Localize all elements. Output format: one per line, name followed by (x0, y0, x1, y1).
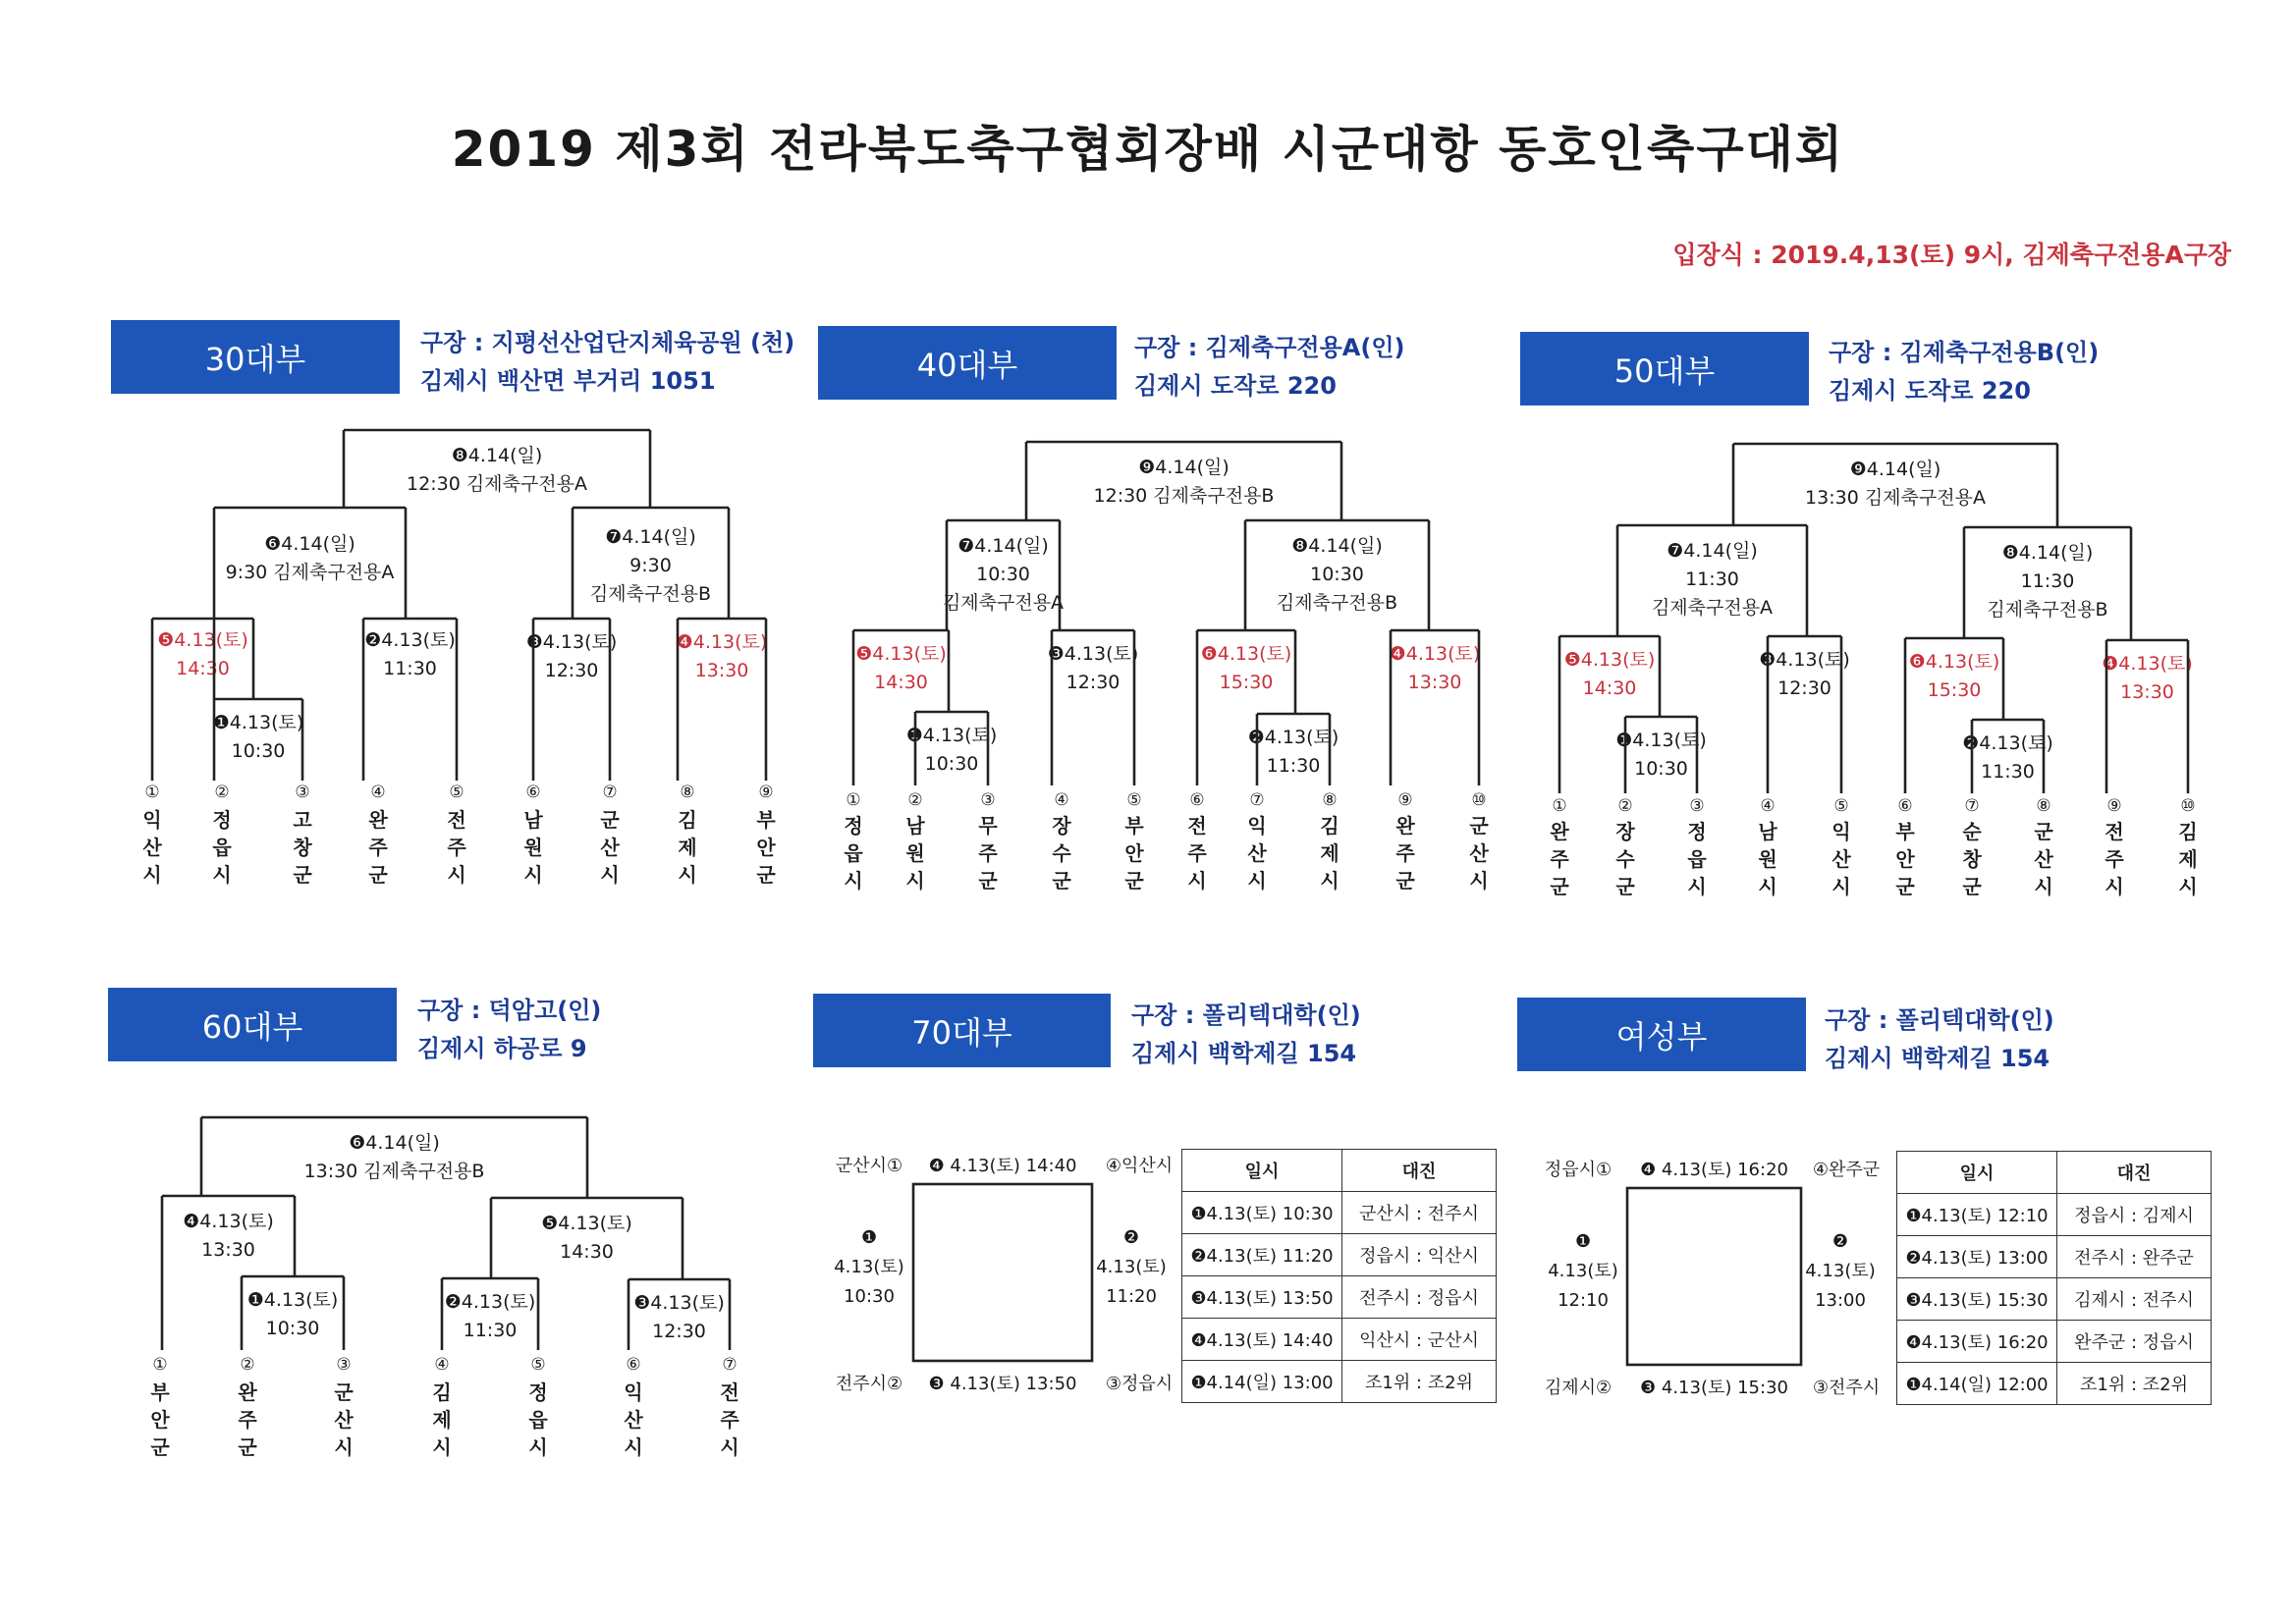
team-name-char: 익 (1831, 820, 1851, 843)
match-label: 11:30 (1266, 755, 1321, 777)
team-number: ① (846, 790, 861, 810)
team-name-char: 정 (844, 814, 863, 838)
team-name-char: 전 (2105, 820, 2124, 843)
match-label: ❾4.14(일) (1849, 459, 1941, 480)
team-name-char: 군 (1550, 875, 1569, 898)
team-number: ⑧ (680, 783, 695, 802)
team-number: ⑦ (602, 783, 618, 802)
team-name-char: 완 (1395, 814, 1415, 838)
team-name-char: 산 (1469, 841, 1489, 865)
team-name-char: 전 (447, 808, 466, 832)
match-label: ❷4.13(토) (364, 629, 456, 651)
opening-ceremony-note: 입장식 : 2019.4,13(토) 9시, 김제축구전용A구장 (1672, 241, 2231, 269)
match-label: ❹4.13(토) (183, 1211, 274, 1232)
team-name-char: 시 (1758, 875, 1777, 898)
match-label: 14:30 (874, 672, 928, 693)
team-name-char: 익 (142, 808, 162, 832)
match-label: 12:30 (1066, 672, 1121, 693)
venue-field: 구장 : 덕암고(인) (417, 997, 602, 1024)
match-label: 김제축구전용B (1987, 599, 2108, 621)
team-name-char: 시 (1187, 869, 1207, 893)
division-box-70: 70대부 (813, 994, 1111, 1067)
round-robin-dw (1545, 1160, 1880, 1398)
cell-datetime: ❷4.13(토) 13:00 (1897, 1236, 2057, 1278)
team-name-char: 남 (523, 808, 543, 832)
team-name-char: 군 (1962, 875, 1982, 898)
team-name-char: 읍 (528, 1408, 548, 1432)
team-name-char: 시 (844, 869, 863, 893)
team-name-char: 익 (1247, 814, 1267, 838)
team-name-char: 시 (678, 863, 697, 887)
edge-match-bottom: ❸ 4.13(토) 13:50 (928, 1374, 1077, 1394)
cell-datetime: ❶4.14(일) 13:00 (1182, 1361, 1342, 1403)
team-number: ④ (1054, 790, 1069, 810)
team-name-char: 김 (678, 808, 697, 832)
match-label: 11:30 (383, 658, 437, 679)
team-name-char: 읍 (844, 841, 863, 865)
team-name-char: 김 (1320, 814, 1339, 838)
team-number: ② (1617, 796, 1633, 816)
venue-address: 김제시 하공로 9 (417, 1035, 587, 1062)
team-name-char: 군 (368, 863, 388, 887)
team-name-char: 시 (212, 863, 232, 887)
match-label: 김제축구전용A (1651, 597, 1774, 619)
team-name-char: 시 (523, 863, 543, 887)
team-number: ⑦ (722, 1355, 738, 1375)
team-name-char: 안 (1124, 841, 1144, 865)
match-label: 11:30 (1981, 761, 2035, 783)
team-name-char: 시 (142, 863, 162, 887)
team-name-char: 부 (1124, 814, 1144, 838)
table-header-row (1182, 1150, 1497, 1192)
venue-address: 김제시 백산면 부거리 1051 (420, 367, 716, 395)
team-number: ④ (434, 1355, 450, 1375)
match-label: 11:30 (463, 1320, 518, 1341)
table-row (1897, 1363, 2212, 1405)
corner-team: 김제시② (1544, 1378, 1613, 1398)
corner-team: ③전주시 (1812, 1378, 1881, 1398)
match-label: ❸4.13(토) (525, 631, 618, 653)
match-label: 12:30 (652, 1321, 706, 1342)
team-number: ④ (370, 783, 386, 802)
team-name-char: 주 (1187, 841, 1207, 865)
team-number: ⑩ (2180, 796, 2196, 816)
division-box-women: 여성부 (1517, 998, 1806, 1071)
team-number: ⑤ (449, 783, 465, 802)
match-label: 14:30 (560, 1241, 614, 1263)
team-name-char: 산 (142, 836, 162, 859)
match-label: 13:30 (201, 1239, 255, 1261)
match-label: 13:30 김제축구전용B (303, 1161, 485, 1182)
match-label: ❷4.13(토) (1247, 727, 1339, 748)
page-title: 2019 제3회 전라북도축구협회장배 시군대항 동호인축구대회 (451, 121, 1845, 178)
match-label: 11:30 (1685, 568, 1739, 590)
match-label: ❸4.13(토) (633, 1292, 725, 1314)
team-name-char: 산 (624, 1408, 643, 1432)
division-box-40: 40대부 (818, 326, 1117, 400)
team-number: ⑧ (1322, 790, 1338, 810)
match-label: ❶4.13(토) (246, 1289, 339, 1311)
round-robin-square (913, 1184, 1092, 1361)
team-name-char: 주 (720, 1408, 739, 1432)
team-name-char: 제 (432, 1408, 452, 1432)
team-number: ② (214, 783, 230, 802)
match-label: ❷4.13(토) (444, 1291, 536, 1313)
match-label: 14:30 (1582, 677, 1637, 699)
team-name-char: 군 (978, 869, 998, 893)
team-number: ⑥ (525, 783, 541, 802)
team-name-char: 장 (1615, 820, 1635, 843)
team-name-char: 남 (905, 814, 925, 838)
match-label: ❼4.14(일) (605, 526, 696, 548)
match-label: 12:30 (1777, 677, 1831, 699)
cell-matchup: 전주시 : 정읍시 (1342, 1276, 1497, 1319)
team-name-char: 주 (978, 841, 998, 865)
team-name-char: 시 (1831, 875, 1851, 898)
edge-match-left: 10:30 (844, 1286, 895, 1307)
match-label: 10:30 (924, 753, 979, 775)
header-matchup: 대진 (1342, 1150, 1497, 1192)
cell-matchup: 익산시 : 군산시 (1342, 1319, 1497, 1361)
team-name-char: 산 (600, 836, 620, 859)
venue-field: 구장 : 폴리텍대학(인) (1131, 1001, 1361, 1029)
team-name-char: 제 (2178, 847, 2198, 871)
match-label: ❶4.13(토) (212, 712, 304, 733)
team-name-char: 원 (1758, 847, 1777, 871)
match-label: 9:30 김제축구전용A (225, 562, 395, 583)
team-number: ③ (336, 1355, 352, 1375)
edge-match-right: 13:00 (1815, 1290, 1866, 1311)
table-row (1897, 1236, 2212, 1278)
match-label: ❽4.14(일) (451, 445, 543, 466)
match-label: ❺4.13(토) (541, 1213, 632, 1234)
cell-matchup: 김제시 : 전주시 (2057, 1278, 2212, 1321)
match-label: ❶4.13(토) (1615, 730, 1707, 751)
team-number: ⑧ (2036, 796, 2051, 816)
team-name-char: 군 (1895, 875, 1915, 898)
team-name-char: 군 (238, 1435, 257, 1459)
team-name-char: 읍 (1687, 847, 1707, 871)
team-name-char: 군 (1615, 875, 1635, 898)
match-label: 10:30 (976, 564, 1030, 585)
team-name-char: 김 (432, 1380, 452, 1404)
edge-match-right: ❷ (1122, 1227, 1140, 1248)
match-label: 10:30 (1634, 758, 1688, 780)
team-number: ② (240, 1355, 255, 1375)
team-name-char: 산 (2034, 847, 2053, 871)
match-label: ❹4.13(토) (1389, 643, 1481, 665)
match-label: ❽4.14(일) (2001, 542, 2094, 564)
round-robin-d70 (834, 1156, 1173, 1394)
team-name-char: 시 (1469, 869, 1489, 893)
cell-matchup: 완주군 : 정읍시 (2057, 1321, 2212, 1363)
team-number: ⑨ (758, 783, 774, 802)
team-number: ③ (980, 790, 996, 810)
team-name-char: 주 (1395, 841, 1415, 865)
team-name-char: 창 (293, 836, 312, 859)
round-robin-square (1627, 1188, 1801, 1365)
team-name-char: 시 (905, 869, 925, 893)
division-box-30: 30대부 (111, 320, 400, 394)
team-name-char: 시 (447, 863, 466, 887)
team-name-char: 군 (2034, 820, 2053, 843)
cell-datetime: ❶4.13(토) 10:30 (1182, 1192, 1342, 1234)
match-label: 13:30 김제축구전용A (1805, 487, 1986, 509)
team-name-char: 시 (720, 1435, 739, 1459)
team-number: ⑥ (626, 1355, 641, 1375)
cell-matchup: 정읍시 : 김제시 (2057, 1194, 2212, 1236)
team-name-char: 주 (447, 836, 466, 859)
match-label: ❼4.14(일) (957, 535, 1049, 557)
team-number: ① (144, 783, 160, 802)
edge-match-left: 4.13(토) (1548, 1261, 1618, 1281)
team-number: ⑥ (1897, 796, 1913, 816)
team-name-char: 시 (624, 1435, 643, 1459)
team-name-char: 군 (293, 863, 312, 887)
match-label: 10:30 (231, 740, 286, 762)
edge-match-right: 11:20 (1106, 1286, 1157, 1307)
venue-address: 김제시 도작로 220 (1829, 377, 2031, 405)
venue-field: 구장 : 지평선산업단지체육공원 (천) (420, 329, 795, 356)
team-name-char: 주 (2105, 847, 2124, 871)
edge-match-left: 4.13(토) (834, 1257, 904, 1277)
corner-team: 정읍시① (1544, 1160, 1613, 1180)
cell-datetime: ❹4.13(토) 14:40 (1182, 1319, 1342, 1361)
match-label: ❻4.14(일) (349, 1132, 440, 1154)
team-number: ⑦ (1964, 796, 1980, 816)
match-label: ❽4.14(일) (1291, 535, 1383, 557)
team-name-char: 시 (1247, 869, 1267, 893)
cell-datetime: ❸4.13(토) 13:50 (1182, 1276, 1342, 1319)
team-name-char: 시 (528, 1435, 548, 1459)
schedule-table-70 (1181, 1149, 1497, 1403)
table-row (1897, 1321, 2212, 1363)
corner-team: 전주시② (835, 1374, 903, 1394)
venue-address: 김제시 도작로 220 (1134, 372, 1337, 400)
team-number: ⑦ (1249, 790, 1265, 810)
team-number: ① (152, 1355, 168, 1375)
team-number: ⑤ (1833, 796, 1849, 816)
edge-match-right: ❷ (1831, 1231, 1849, 1252)
table-row (1897, 1194, 2212, 1236)
table-row (1182, 1192, 1497, 1234)
corner-team: ④완주군 (1812, 1160, 1881, 1180)
cell-datetime: ❶4.13(토) 12:10 (1897, 1194, 2057, 1236)
corner-team: ③정읍시 (1105, 1374, 1174, 1394)
team-name-char: 제 (678, 836, 697, 859)
team-name-char: 군 (600, 808, 620, 832)
cell-matchup: 조1위 : 조2위 (2057, 1363, 2212, 1405)
venue-field: 구장 : 김제축구전용A(인) (1134, 334, 1405, 361)
team-name-char: 고 (293, 808, 312, 832)
venue-address: 김제시 백학제길 154 (1825, 1045, 2050, 1072)
match-label: ❼4.14(일) (1667, 540, 1758, 562)
edge-match-left: 12:10 (1558, 1290, 1609, 1311)
team-name-char: 시 (334, 1435, 354, 1459)
team-name-char: 정 (1687, 820, 1707, 843)
match-label: 13:30 (1407, 672, 1462, 693)
match-label: ❺4.13(토) (855, 643, 947, 665)
cell-matchup: 조1위 : 조2위 (1342, 1361, 1497, 1403)
team-name-char: 읍 (212, 836, 232, 859)
header-datetime: 일시 (1182, 1150, 1342, 1192)
cell-datetime: ❹4.13(토) 16:20 (1897, 1321, 2057, 1363)
team-name-char: 군 (756, 863, 776, 887)
team-name-char: 시 (2034, 875, 2053, 898)
match-label: ❶4.13(토) (905, 725, 998, 746)
team-number: ⑥ (1189, 790, 1205, 810)
team-number: ⑨ (2106, 796, 2122, 816)
team-name-char: 군 (1469, 814, 1489, 838)
edge-match-left: ❶ (860, 1227, 878, 1248)
team-name-char: 장 (1052, 814, 1071, 838)
team-name-char: 시 (600, 863, 620, 887)
edge-match-top: ❹ 4.13(토) 16:20 (1640, 1160, 1788, 1180)
team-name-char: 부 (756, 808, 776, 832)
match-label: ❸4.13(토) (1047, 643, 1139, 665)
match-label: 15:30 (1219, 672, 1274, 693)
edge-match-top: ❹ 4.13(토) 14:40 (928, 1156, 1077, 1176)
corner-team: 군산시① (835, 1156, 903, 1176)
team-name-char: 김 (2178, 820, 2198, 843)
match-label: 13:30 (694, 660, 749, 681)
team-name-char: 시 (432, 1435, 452, 1459)
team-number: ③ (295, 783, 310, 802)
team-name-char: 군 (1395, 869, 1415, 893)
team-name-char: 익 (624, 1380, 643, 1404)
match-label: 12:30 (544, 660, 599, 681)
match-label: ❹4.13(토) (2102, 653, 2193, 675)
team-name-char: 산 (1831, 847, 1851, 871)
team-number: ④ (1760, 796, 1776, 816)
table-row (1182, 1234, 1497, 1276)
team-number: ⑤ (530, 1355, 546, 1375)
team-name-char: 수 (1052, 841, 1071, 865)
cell-matchup: 군산시 : 전주시 (1342, 1192, 1497, 1234)
team-number: ⑩ (1471, 790, 1487, 810)
team-name-char: 전 (1187, 814, 1207, 838)
team-name-char: 제 (1320, 841, 1339, 865)
team-name-char: 시 (2178, 875, 2198, 898)
match-label: 9:30 (629, 555, 672, 576)
edge-match-right: 4.13(토) (1805, 1261, 1876, 1281)
match-label: ❻4.14(일) (264, 533, 355, 555)
cell-datetime: ❷4.13(토) 11:20 (1182, 1234, 1342, 1276)
team-name-char: 부 (1895, 820, 1915, 843)
header-matchup: 대진 (2057, 1152, 2212, 1194)
team-name-char: 전 (720, 1380, 739, 1404)
team-name-char: 남 (1758, 820, 1777, 843)
team-name-char: 정 (212, 808, 232, 832)
team-name-char: 부 (150, 1380, 170, 1404)
match-label: ❺4.13(토) (157, 629, 248, 651)
match-label: 김제축구전용B (1276, 592, 1398, 614)
team-number: ⑤ (1126, 790, 1142, 810)
match-label: ❻4.13(토) (1200, 643, 1292, 665)
team-name-char: 주 (368, 836, 388, 859)
venue-field: 구장 : 김제축구전용B(인) (1829, 339, 2100, 366)
header-datetime: 일시 (1897, 1152, 2057, 1194)
division-box-50: 50대부 (1520, 332, 1809, 406)
table-row (1897, 1278, 2212, 1321)
schedule-table-women (1896, 1151, 2212, 1405)
team-name-char: 완 (238, 1380, 257, 1404)
match-label: ❷4.13(토) (1962, 732, 2053, 754)
team-name-char: 순 (1962, 820, 1982, 843)
match-label: 11:30 (2020, 570, 2075, 592)
team-name-char: 산 (334, 1408, 354, 1432)
match-label: 12:30 김제축구전용A (407, 473, 587, 495)
corner-team: ④익산시 (1105, 1156, 1174, 1176)
team-name-char: 시 (1687, 875, 1707, 898)
match-label: ❻4.13(토) (1908, 651, 2000, 673)
venue-field: 구장 : 폴리텍대학(인) (1825, 1006, 2054, 1034)
table-row (1182, 1276, 1497, 1319)
table-row (1182, 1361, 1497, 1403)
cell-matchup: 정읍시 : 익산시 (1342, 1234, 1497, 1276)
team-name-char: 군 (334, 1380, 354, 1404)
team-name-char: 수 (1615, 847, 1635, 871)
match-label: 10:30 (265, 1318, 320, 1339)
match-label: ❹4.13(토) (676, 631, 768, 653)
match-label: 김제축구전용A (942, 592, 1065, 614)
venue-address: 김제시 백학제길 154 (1131, 1040, 1357, 1067)
team-number: ② (907, 790, 923, 810)
match-label: 10:30 (1310, 564, 1364, 585)
match-label: ❾4.14(일) (1138, 457, 1230, 478)
edge-match-left: ❶ (1574, 1231, 1592, 1252)
match-label: 13:30 (2120, 681, 2174, 703)
table-row (1182, 1319, 1497, 1361)
team-name-char: 주 (1550, 847, 1569, 871)
cell-datetime: ❸4.13(토) 15:30 (1897, 1278, 2057, 1321)
team-name-char: 창 (1962, 847, 1982, 871)
match-label: 12:30 김제축구전용B (1093, 485, 1275, 507)
team-name-char: 안 (1895, 847, 1915, 871)
match-label: ❺4.13(토) (1563, 649, 1656, 671)
team-name-char: 시 (2105, 875, 2124, 898)
team-number: ③ (1689, 796, 1705, 816)
match-label: 14:30 (176, 658, 230, 679)
cell-datetime: ❶4.14(일) 12:00 (1897, 1363, 2057, 1405)
edge-match-bottom: ❸ 4.13(토) 15:30 (1640, 1378, 1788, 1398)
team-name-char: 주 (238, 1408, 257, 1432)
table-header-row (1897, 1152, 2212, 1194)
team-name-char: 시 (1320, 869, 1339, 893)
team-name-char: 완 (368, 808, 388, 832)
team-name-char: 완 (1550, 820, 1569, 843)
team-name-char: 정 (528, 1380, 548, 1404)
team-name-char: 군 (150, 1435, 170, 1459)
team-name-char: 원 (523, 836, 543, 859)
edge-match-right: 4.13(토) (1096, 1257, 1167, 1277)
division-box-60: 60대부 (108, 988, 397, 1061)
match-label: ❸4.13(토) (1759, 649, 1850, 671)
team-name-char: 산 (1247, 841, 1267, 865)
team-name-char: 무 (978, 814, 998, 838)
team-name-char: 안 (150, 1408, 170, 1432)
match-label: 15:30 (1927, 679, 1982, 701)
team-number: ① (1552, 796, 1567, 816)
team-name-char: 군 (1052, 869, 1071, 893)
cell-matchup: 전주시 : 완주군 (2057, 1236, 2212, 1278)
team-name-char: 안 (756, 836, 776, 859)
team-number: ⑨ (1397, 790, 1413, 810)
match-label: 김제축구전용B (589, 583, 712, 605)
team-name-char: 원 (905, 841, 925, 865)
team-name-char: 군 (1124, 869, 1144, 893)
